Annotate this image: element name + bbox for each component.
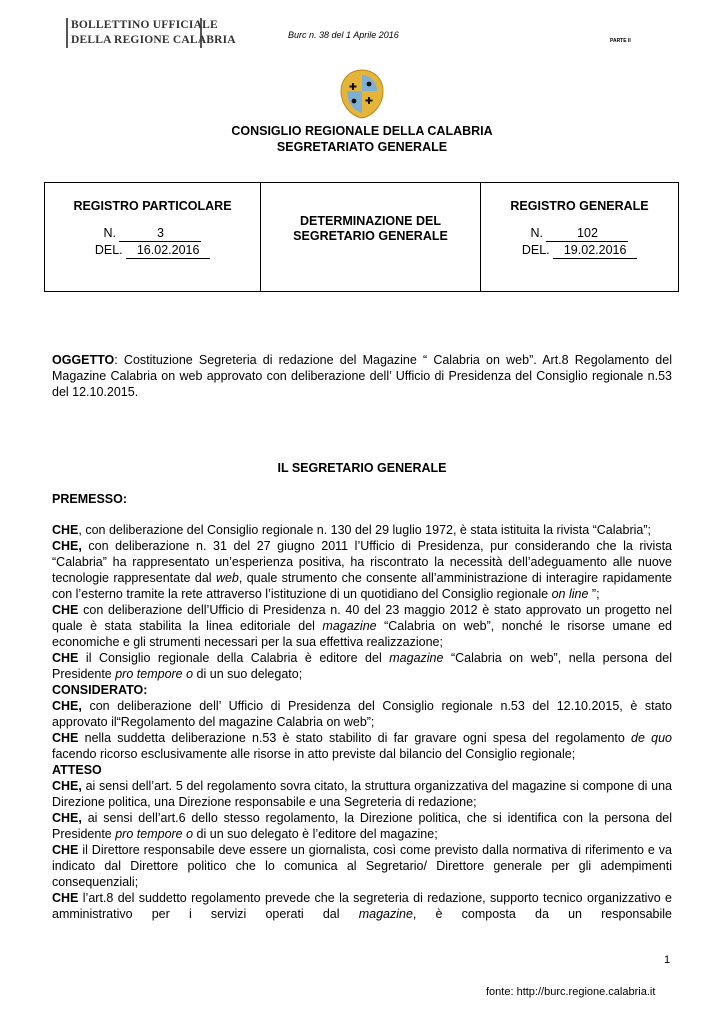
masthead-line-1: BOLLETTINO UFFICIALE — [71, 19, 218, 31]
registro-generale-date-row — [481, 242, 678, 259]
determinazione-cell — [261, 183, 481, 291]
che-label: CHE, — [52, 811, 82, 825]
registro-generale-cell — [481, 183, 678, 291]
atteso-label: ATTESO — [52, 763, 102, 777]
che-label: CHE — [52, 523, 79, 537]
registro-particolare-number-row — [45, 225, 260, 242]
date-label: DEL. — [521, 243, 550, 257]
che-label: CHE — [52, 603, 79, 617]
paragraph-text: “Calabria on web”, nonché le risorse umane ed economiche e gli strumenti necessari per la sua effettiva realizzazione; — [52, 619, 672, 649]
paragraph-text: con deliberazione dell’Ufficio di Presidenza n. 40 del 23 maggio 2012 è stato approvato un progetto nel quale è stata stabilita la linea editoriale del — [52, 603, 672, 633]
paragraph-text: con deliberazione n. 31 del 27 giugno 2011 l’Ufficio di Presidenza, pur considerando che la rivista “Calabria” ha rappresentato un’esperienza positiva, ha riscontrato la necessità dell’adeguamento alle nuove tecnologie rappresentate dal — [52, 539, 672, 585]
registro-generale-date: 19.02.2016 — [553, 242, 637, 259]
che-label: CHE — [52, 651, 79, 665]
italic-term: magazine — [389, 651, 444, 665]
registry-box — [44, 182, 679, 292]
paragraph-text: ai sensi dell’art.6 dello stesso regolamento, la Direzione politica, che si identifica con la persona del Presidente — [52, 811, 672, 841]
oggetto-text: : Costituzione Segreteria di redazione del Magazine “ Calabria on web”. Art.8 Regolamento del Magazine Calabria on web approvato con deliberazione dell’ Ufficio di Presidenza del Consiglio regionale n.53 del 12.10.2015. — [52, 353, 672, 399]
italic-term: web — [215, 571, 239, 585]
registro-generale-number-row — [481, 225, 678, 242]
italic-term: pro tempore o — [115, 667, 194, 681]
italic-term: magazine — [322, 619, 377, 633]
parte-label: PARTE II — [610, 38, 631, 44]
paragraph-text: nella suddetta deliberazione n.53 è stato stabilito di far gravare ogni spesa del regolamento — [78, 731, 632, 745]
number-label: N. — [530, 226, 543, 240]
registro-particolare-number: 3 — [119, 225, 201, 242]
paragraph-che-3 — [52, 602, 672, 650]
secretariat-title: SEGRETARIATO GENERALE — [276, 140, 448, 154]
burc-reference: Burc n. 38 del 1 Aprile 2016 — [288, 30, 399, 40]
oggetto-label: OGGETTO — [52, 353, 115, 367]
paragraph-text: , è composta da un responsabile — [412, 907, 673, 921]
segretario-heading: IL SEGRETARIO GENERALE — [277, 461, 447, 475]
che-label: CHE — [52, 843, 79, 857]
italic-term: magazine — [358, 907, 413, 921]
paragraph-text: ”; — [588, 587, 600, 601]
italic-term: de quo — [631, 731, 672, 745]
paragraph-che-2 — [52, 538, 672, 602]
che-label: CHE, — [52, 539, 82, 553]
che-label: CHE, — [52, 699, 82, 713]
paragraph-text: di un suo delegato è l’editore del magazine; — [193, 827, 438, 841]
paragraph-text: , quale strumento che consente all’amministrazione di interagire rapidamente con l’esterno tramite la rete attraverso l’istituzione di un quotidiano del Consiglio regionale — [52, 571, 673, 601]
che-label: CHE, — [52, 779, 82, 793]
paragraph-text: , con deliberazione del Consiglio regionale n. 130 del 29 luglio 1972, è stata istituita la rivista “Calabria”; — [78, 523, 651, 537]
italic-term: on line — [551, 587, 589, 601]
registro-particolare-title: REGISTRO PARTICOLARE — [73, 199, 232, 213]
paragraph-che-8 — [52, 810, 672, 842]
masthead-line-2: DELLA REGIONE CALABRIA — [71, 34, 236, 46]
council-title: CONSIGLIO REGIONALE DELLA CALABRIA — [231, 124, 493, 138]
paragraph-che-4 — [52, 650, 672, 682]
premesso-heading — [52, 491, 672, 507]
paragraph-che-6 — [52, 730, 672, 762]
determinazione-line-2: SEGRETARIO GENERALE — [293, 229, 448, 243]
atteso-heading — [52, 762, 672, 778]
registro-particolare-date-row — [45, 242, 260, 259]
italic-term: pro tempore o — [115, 827, 194, 841]
registro-particolare-cell — [45, 183, 261, 291]
paragraph-text: il Direttore responsabile deve essere un giornalista, così come previsto dalla normativa di riferimento e va indicato dal Direttore politico che lo comunica al Segretario/ Direttore generale per gli adempimenti consequenziali; — [52, 843, 672, 889]
paragraph-text: ai sensi dell’art. 5 del regolamento sovra citato, la struttura organizzativa del magazine si compone di una Direzione politica, una Direzione responsabile e una Segreteria di redazione; — [52, 779, 672, 809]
registro-generale-title: REGISTRO GENERALE — [510, 199, 649, 213]
registro-generale-number: 102 — [546, 225, 628, 242]
page-number: 1 — [664, 954, 671, 966]
considerato-label: CONSIDERATO: — [52, 683, 148, 697]
considerato-heading — [52, 682, 672, 698]
determination-body — [52, 522, 672, 922]
paragraph-text: l’art.8 del suddetto regolamento prevede che la segreteria di redazione, supporto tecnico organizzativo e amministrativo per i servizi operati dal — [52, 891, 672, 921]
premesso-label: PREMESSO: — [52, 492, 128, 506]
paragraph-che-10 — [52, 890, 672, 922]
determinazione-line-1: DETERMINAZIONE DEL — [300, 214, 441, 228]
date-label: DEL. — [94, 243, 123, 257]
oggetto-paragraph — [52, 352, 672, 400]
che-label: CHE — [52, 891, 79, 905]
paragraph-che-5 — [52, 698, 672, 730]
paragraph-che-1 — [52, 522, 672, 538]
source-url: fonte: http://burc.regione.calabria.it — [486, 986, 656, 998]
paragraph-text: di un suo delegato; — [193, 667, 303, 681]
paragraph-text: facendo ricorso esclusivamente alle risorse in atto previste dal bilancio del Consiglio regionale; — [52, 747, 576, 761]
registro-particolare-date: 16.02.2016 — [126, 242, 210, 259]
number-label: N. — [103, 226, 116, 240]
paragraph-che-7 — [52, 778, 672, 810]
bollettino-masthead — [66, 18, 236, 48]
regione-calabria-coat-of-arms-icon — [339, 69, 385, 119]
paragraph-text: con deliberazione dell’ Ufficio di Presidenza del Consiglio regionale n.53 del 12.10.2015, è stato approvato il“Regolamento del magazine Calabria on web”; — [52, 699, 672, 729]
paragraph-text: “Calabria on web”, nella persona del Presidente — [52, 651, 672, 681]
paragraph-che-9 — [52, 842, 672, 890]
paragraph-text: il Consiglio regionale della Calabria è editore del — [78, 651, 390, 665]
che-label: CHE — [52, 731, 79, 745]
